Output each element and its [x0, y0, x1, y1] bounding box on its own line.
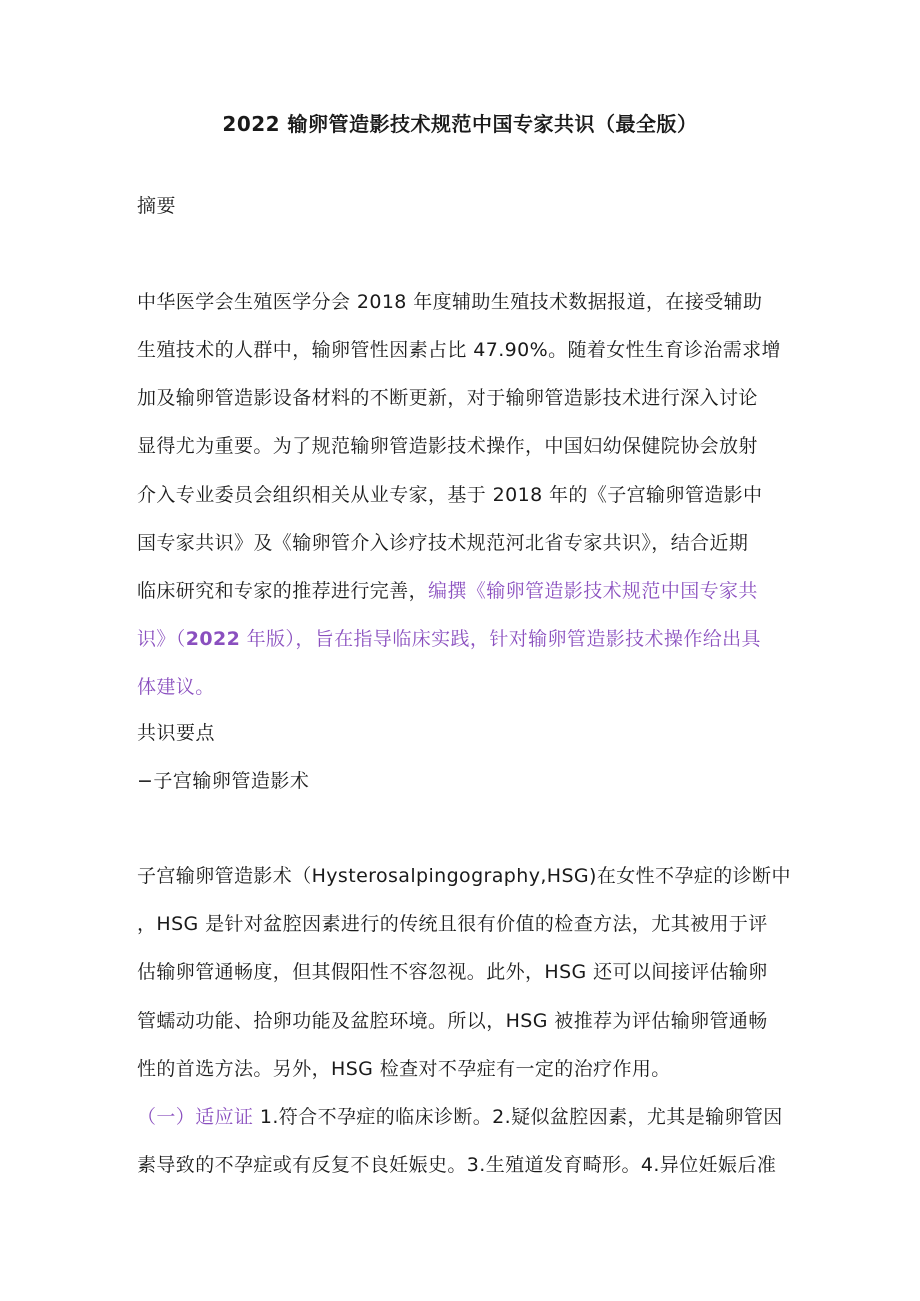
hsg-line: 子宫输卵管造影术（Hysterosalpingography,HSG)在女性不孕症的诊断中 — [137, 865, 791, 887]
document-title: 2022 输卵管造影技术规范中国专家共识（最全版） — [222, 112, 698, 136]
indications-line — [137, 1103, 783, 1131]
indications-label: （一）适应证 — [137, 1106, 254, 1128]
abstract-line: 显得尤为重要。为了规范输卵管造影技术操作，中国妇幼保健院协会放射 — [137, 435, 758, 457]
indications-line: 素导致的不孕症或有反复不良妊娠史。3.生殖道发育畸形。4.异位妊娠后准 — [137, 1154, 777, 1176]
abstract-highlight: 编撰《输卵管造影技术规范中国专家共 — [428, 580, 758, 602]
abstract-highlight-year: 2022 — [185, 628, 241, 650]
abstract-line: 体建议。 — [137, 676, 215, 698]
consensus-heading: 共识要点 — [137, 722, 216, 744]
abstract-heading: 摘要 — [137, 195, 177, 217]
abstract-line: 生殖技术的人群中，输卵管性因素占比 47.90%。随着女性生育诊治需求增 — [137, 339, 781, 361]
hsg-line: ，HSG 是针对盆腔因素进行的传统且很有价值的检查方法，尤其被用于评 — [137, 913, 768, 935]
abstract-line: 介入专业委员会组织相关从业专家，基于 2018 年的《子宫输卵管造影中 — [137, 484, 763, 506]
abstract-line — [137, 577, 758, 605]
abstract-line: 国专家共识》及《输卵管介入诊疗技术规范河北省专家共识》，结合近期 — [137, 532, 749, 554]
hsg-line: 估输卵管通畅度，但其假阳性不容忽视。此外，HSG 还可以间接评估输卵 — [137, 961, 768, 983]
abstract-line: 加及输卵管造影设备材料的不断更新，对于输卵管造影技术进行深入讨论 — [137, 387, 758, 409]
abstract-highlight: 年版），旨在指导临床实践，针对输卵管造影技术操作给出具 — [240, 628, 761, 650]
abstract-line — [137, 625, 761, 653]
indications-text: 1.符合不孕症的临床诊断。2.疑似盆腔因素，尤其是输卵管因 — [253, 1106, 783, 1128]
abstract-highlight: 识》（ — [137, 628, 186, 650]
hsg-line: 性的首选方法。另外，HSG 检查对不孕症有一定的治疗作用。 — [137, 1058, 671, 1080]
section-heading: −子宫输卵管造影术 — [137, 770, 310, 792]
abstract-text-black: 临床研究和专家的推荐进行完善， — [137, 580, 429, 602]
abstract-line: 中华医学会生殖医学分会 2018 年度辅助生殖技术数据报道，在接受辅助 — [137, 291, 763, 313]
hsg-line: 管蠕动功能、拾卵功能及盆腔环境。所以，HSG 被推荐为评估输卵管通畅 — [137, 1010, 768, 1032]
